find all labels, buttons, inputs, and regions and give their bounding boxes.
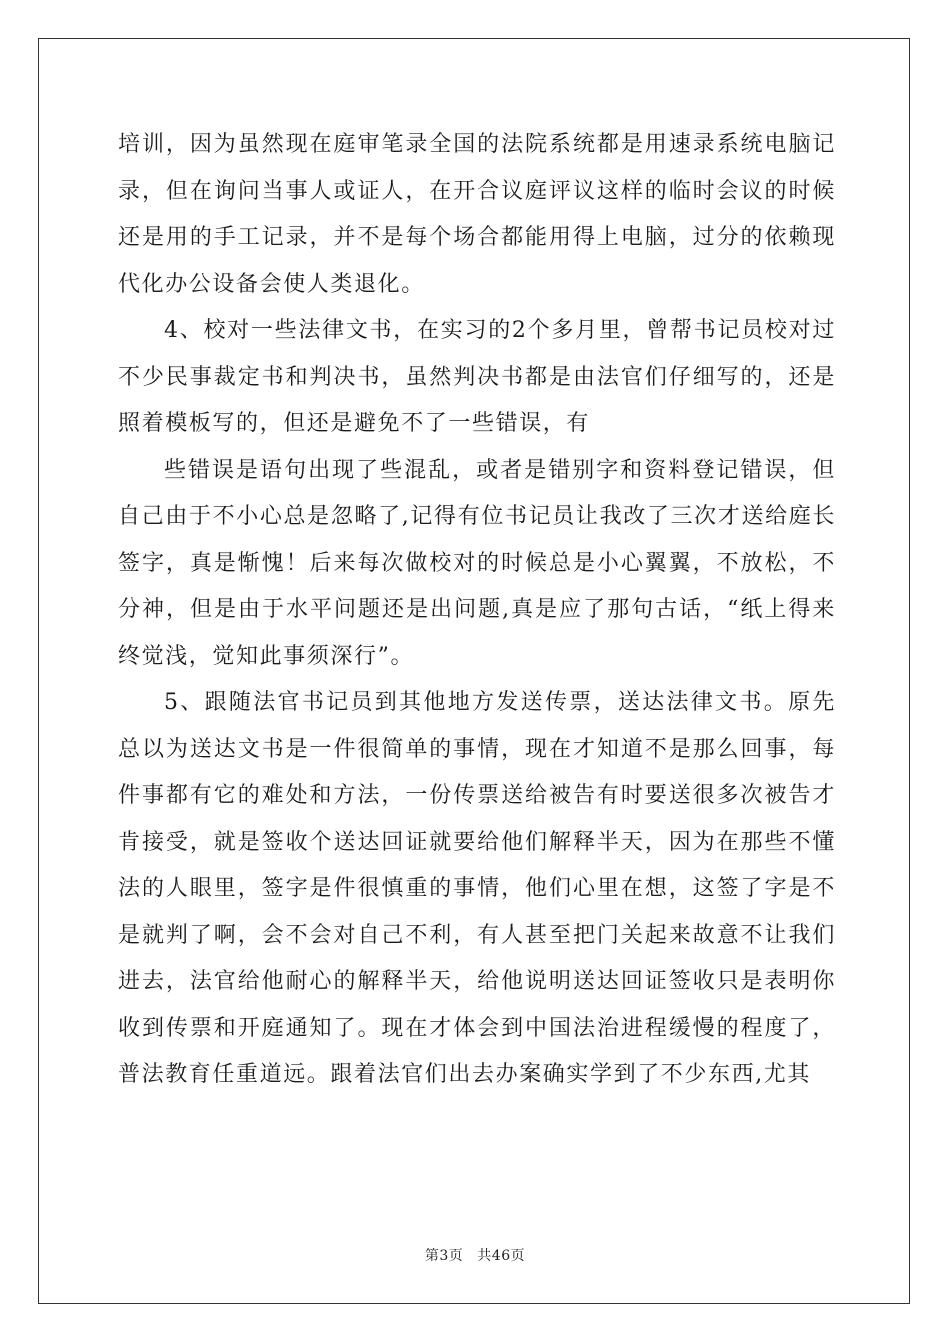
document-body <box>118 122 836 1099</box>
paragraph-1: 培训，因为虽然现在庭审笔录全国的法院系统都是用速录系统电脑记录，但在询问当事人或证人，在开合议庭评议这样的临时会议的时候还是用的手工记录，并不是每个场合都能用得上电脑，过分的依赖现代化办公设备会使人类退化。 <box>118 132 836 297</box>
paragraph-4: 5、跟随法官书记员到其他地方发送传票，送达法律文书。原先总以为送达文书是一件很简单的事情，现在才知道不是那么回事，每件事都有它的难处和方法，一份传票送给被告有时要送很多次被告才肯接受，就是签收个送达回证就要给他们解释半天，因为在那些不懂法的人眼里，签字是件很慎重的事情，他们心里在想，这签了字是不是就判了啊，会不会对自己不利，有人甚至把门关起来故意不让我们进去，法官给他耐心的解释半天，给他说明送达回证签收只是表明你收到传票和开庭通知了。现在才体会到中国法治进程缓慢的程度了，普法教育任重道远。跟着法官们出去办案确实学到了不少东西,尤其 <box>118 690 836 1087</box>
page-number: 第3页 <box>424 1248 464 1264</box>
page-footer <box>0 1245 950 1265</box>
paragraph-3: 些错误是语句出现了些混乱，或者是错别字和资料登记错误，但自己由于不小心总是忽略了,记得有位书记员让我改了三次才送给庭长签字，真是惭愧！后来每次做校对的时候总是小心翼翼，不放松，不分神，但是由于水平问题还是出问题,真是应了那句古话，“纸上得来终觉浅，觉知此事须深行”。 <box>118 457 836 669</box>
paragraph-2: 4、校对一些法律文书，在实习的2个多月里，曾帮书记员校对过不少民事裁定书和判决书，虽然判决书都是由法官们仔细写的，还是照着模板写的，但还是避免不了一些错误，有 <box>118 318 836 436</box>
total-pages: 共46页 <box>477 1248 526 1264</box>
